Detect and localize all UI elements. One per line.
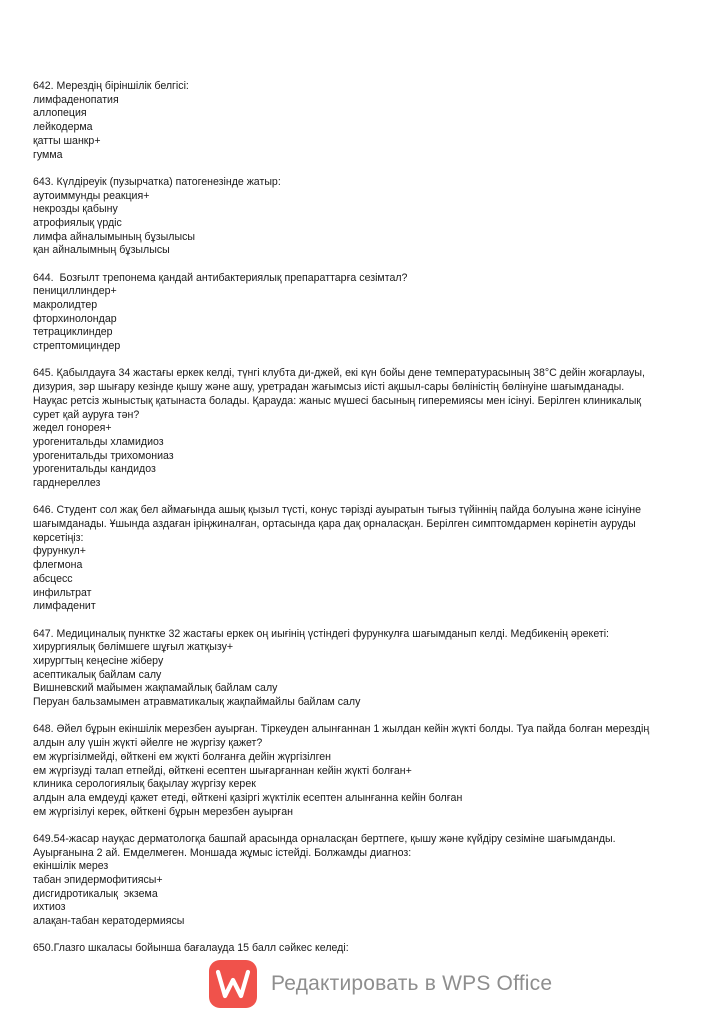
text-line: макролидтер — [33, 299, 98, 312]
text-line: қан айналымның бұзылысы — [33, 244, 170, 257]
question-block — [33, 367, 673, 490]
text-line: гарднереллез — [33, 477, 101, 490]
question-text: 648. Әйел бұрын екіншілік мерезбен ауырған. Тіркеуден алынғаннан 1 жылдан кейін жүкті болды. Туа пайда болған мерездің — [33, 723, 650, 736]
text-line: алдын алу үшін жүкті әйелге не жүргізу қажет? — [33, 737, 263, 750]
text-line: ихтиоз — [33, 901, 66, 914]
text-line: урогенитальды трихомониаз — [33, 449, 174, 462]
text-line: Науқас ретсіз жыныстық қатынаста болады. Қарауда: жаныс мүшесі басының гиперемиясы мен ісінуі. Берілген клиникалық — [33, 394, 641, 407]
text-line: хирургиялық бөлімшеге шұғыл жатқызу+ — [33, 641, 234, 654]
wps-logo-icon[interactable] — [209, 960, 257, 1008]
wps-w-glyph — [216, 969, 250, 999]
text-line: алдын ала емдеуді қажет етеді, өйткені қазіргі жүктілік есептен алынғанна кейін болған — [33, 791, 463, 804]
text-line: атрофиялық үрдіс — [33, 216, 122, 229]
question-text: 642. Мерездің біріншілік белгісі: — [33, 80, 189, 92]
question-text: 647. Медициналық пунктке 32 жастағы еркек оң иығінің үстіндегі фурункулға шағымданып келді. Медбикенің әрекеті: — [33, 627, 610, 640]
question-block — [33, 80, 673, 162]
text-line: табан эпидермофитиясы+ — [33, 874, 163, 887]
text-line: асептикалық байлам салу — [33, 668, 162, 681]
text-line: көрсетіңіз: — [33, 531, 84, 544]
text-line: жедел гонорея+ — [33, 422, 112, 435]
question-block — [33, 272, 673, 354]
text-line: аллопеция — [33, 107, 87, 120]
text-line: флегмона — [33, 559, 83, 572]
text-line: урогенитальды кандидоз — [33, 463, 156, 476]
text-line: лимфаденит — [33, 600, 96, 613]
text-line: тетрациклиндер — [33, 326, 113, 339]
question-block — [33, 176, 673, 258]
text-line: шағымданады. Ұшында аздаған іріңжиналған, ортасында қара дақ орналасқан. Берілген симптомдармен көрінетін ауруды — [33, 518, 636, 531]
text-line: инфильтрат — [33, 586, 92, 599]
text-line: ем жүргізілмейді, өйткені ем жүкті болғанға дейін жүргізілген — [33, 750, 331, 763]
text-line: лимфа айналымының бұзылысы — [33, 230, 195, 243]
text-line: хирургтың кеңесіне жіберу — [33, 654, 164, 667]
question-text: 646. Студент сол жақ бел аймағында ашық қызыл түсті, конус тәрізді ауыратын тығыз түйіннің пайда болуына және ісінуіне — [33, 504, 642, 517]
question-text: 643. Күлдіреуік (пузырчатка) патогенезінде жатыр: — [33, 175, 281, 188]
text-line: фторхинолондар — [33, 312, 117, 325]
text-line: Перуан бальзамымен атравматикалық жақпаймайлы байлам салу — [33, 696, 361, 709]
text-line: аутоиммунды реакция+ — [33, 189, 150, 202]
text-line: стрептомициндер — [33, 340, 121, 353]
text-line: дисгидротикалық экзема — [33, 887, 158, 900]
text-line: абсцесс — [33, 572, 73, 585]
question-block — [33, 628, 673, 710]
text-line: пенициллиндер+ — [33, 285, 117, 298]
question-block — [33, 723, 673, 819]
text-line: ем жүргізуді талап етпейді, өйткені есептен шығарғаннан кейін жүкті болған+ — [33, 764, 412, 777]
question-text: 645. Қабылдауға 34 жастағы еркек келді, түнгі клубта ди-джей, екі күн бойы дене температурасының 38°С дейін жоғарлауы, — [33, 367, 645, 380]
text-line: фурункул+ — [33, 545, 86, 558]
text-line: урогенитальды хламидиоз — [33, 435, 164, 448]
question-text: 650.Глазго шкаласы бойынша бағалауда 15 балл сәйкес келеді: — [33, 942, 349, 955]
text-line: гумма — [33, 148, 63, 161]
question-block — [33, 833, 673, 929]
text-line: екіншілік мерез — [33, 860, 109, 873]
text-line: лимфаденопатия — [33, 93, 119, 106]
document-body — [33, 80, 673, 956]
question-text: 644. Бозғылт трепонема қандай антибактериялық препараттарға сезімтал? — [33, 271, 408, 284]
text-line: Ауырғанына 2 ай. Емделмеген. Моншада жұмыс істейді. Болжамды диагноз: — [33, 846, 412, 859]
text-line: некрозды қабыну — [33, 203, 118, 216]
text-line: қатты шанкр+ — [33, 134, 101, 147]
text-line: Вишневский майымен жақпамайлық байлам салу — [33, 682, 278, 695]
wps-edit-banner[interactable] — [209, 960, 552, 1008]
question-block — [33, 504, 673, 614]
text-line: ем жүргізілуі керек, өйткені бұрын мерезбен ауырған — [33, 805, 293, 818]
question-text: 649.54-жасар науқас дерматологқа башпай арасында орналасқан бертпеге, қышу және күйдіру сезіміне шағымданды. — [33, 832, 616, 845]
question-block — [33, 942, 673, 956]
text-line: алақан-табан кератодермиясы — [33, 915, 185, 928]
text-line: дизурия, зәр шығару кезінде қышу және ашу, уретрадан жағымсыз иісті ақшыл-сары бөліністің бөлінуіне шағымданады. — [33, 381, 625, 394]
text-line: лейкодерма — [33, 121, 93, 134]
text-line: клиника серологиялық бақылау жүргізу керек — [33, 778, 256, 791]
banner-text[interactable]: Редактировать в WPS Office — [271, 972, 553, 995]
text-line: сурет қай ауруға тән? — [33, 408, 140, 421]
